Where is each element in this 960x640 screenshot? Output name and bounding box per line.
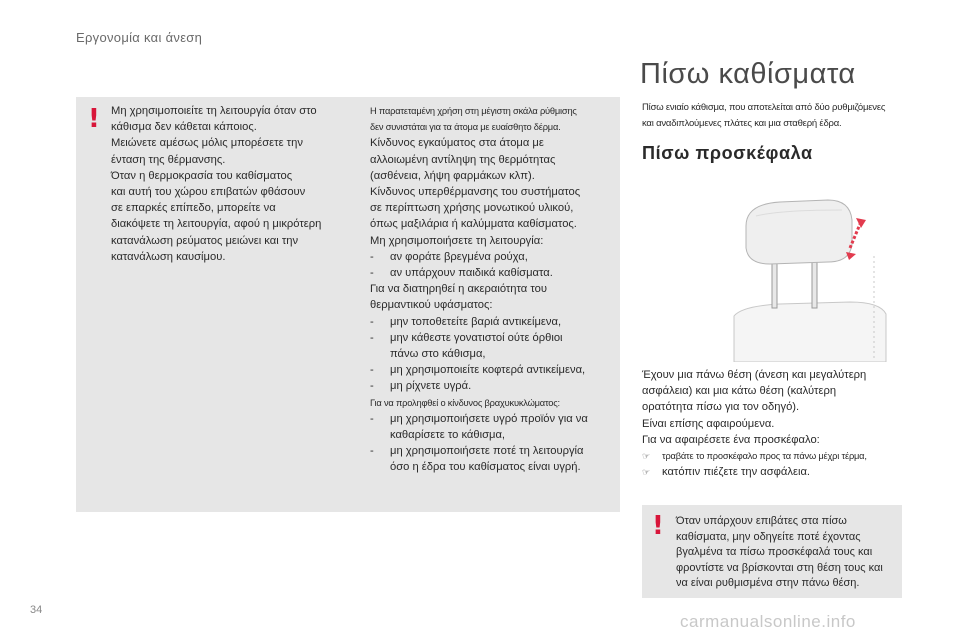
list-item bbox=[642, 448, 922, 464]
list-item bbox=[642, 464, 922, 480]
section-subtitle: Πίσω προσκέφαλα bbox=[642, 143, 813, 163]
list-item bbox=[370, 249, 616, 265]
text-line: Κίνδυνος υπερθέρμανσης του συστήματος bbox=[370, 186, 581, 199]
text-line: αλλοιωμένη αντίληψη της θερμότητας bbox=[370, 153, 556, 166]
text-line: κατανάλωση ρεύματος μειώνει και την bbox=[111, 234, 299, 247]
warning-column-1 bbox=[111, 103, 363, 265]
list-item bbox=[370, 378, 616, 394]
text-line: Η παρατεταμένη χρήση στη μέγιστη σκάλα ρύθμισης bbox=[370, 106, 577, 116]
text-line: ένταση της θέρμανσης. bbox=[111, 153, 226, 166]
list-text: τραβάτε το προσκέφαλο προς τα πάνω μέχρι τέρμα, bbox=[662, 451, 867, 462]
text-line: να είναι ρυθμισμένα στην πάνω θέση. bbox=[676, 577, 860, 590]
dash: - bbox=[370, 267, 374, 280]
warning-text-right bbox=[676, 514, 900, 592]
text-line: καθίσματα, μην οδηγείτε ποτέ έχοντας bbox=[676, 530, 861, 543]
text-line: θερμαντικού υφάσματος: bbox=[370, 299, 493, 312]
list-text: αν υπάρχουν παιδικά καθίσματα. bbox=[390, 267, 553, 280]
text-line: φροντίστε να βρίσκονται στη θέση τους και bbox=[676, 561, 883, 574]
headrest-illustration bbox=[720, 196, 890, 362]
text-line: βγαλμένα τα πίσω προσκέφαλά τους και bbox=[676, 546, 873, 559]
intro-text bbox=[642, 100, 922, 132]
section-title: Εργονομία και άνεση bbox=[76, 30, 203, 45]
text-line: και αυτή του χώρου επιβατών φθάσουν bbox=[111, 186, 306, 199]
dash: - bbox=[370, 331, 374, 344]
text-line: κατανάλωση καυσίμου. bbox=[111, 250, 226, 263]
text-line: όπως μαξιλάρια ή καλύμματα καθίσματος. bbox=[370, 218, 577, 231]
warning-column-2 bbox=[370, 103, 616, 476]
list-text: μη ρίχνετε υγρά. bbox=[390, 380, 472, 393]
dash: - bbox=[370, 412, 374, 425]
text-line: δεν συνιστάται για τα άτομα με ευαίσθητο δέρμα. bbox=[370, 122, 561, 133]
text-line: Κίνδυνος εγκαύματος στα άτομα με bbox=[370, 137, 544, 150]
text-line: Για να διατηρηθεί η ακεραιότητα του bbox=[370, 283, 547, 296]
dash: - bbox=[370, 315, 374, 328]
text-line: κάθισμα δεν κάθεται κάποιος. bbox=[111, 121, 257, 134]
list-text: μην τοποθετείτε βαριά αντικείμενα, bbox=[390, 315, 562, 328]
list-text: κατόπιν πιέζετε την ασφάλεια. bbox=[662, 466, 811, 479]
list-text: μην κάθεστε γονατιστοί ούτε όρθιοι πάνω στο κάθισμα, bbox=[390, 331, 563, 361]
warning-mark-right: ! bbox=[652, 511, 664, 541]
text-line: ορατότητα πίσω για τον οδηγό). bbox=[642, 401, 800, 414]
text-line: Για να αφαιρέσετε ένα προσκέφαλο: bbox=[642, 433, 820, 446]
warning-mark-left: ! bbox=[88, 104, 100, 134]
page-title: Πίσω καθίσματα bbox=[640, 58, 856, 90]
dash: - bbox=[370, 445, 374, 458]
watermark: carmanualsonline.info bbox=[680, 612, 856, 631]
page-number: 34 bbox=[30, 604, 43, 616]
text-line: Έχουν μια πάνω θέση (άνεση και μεγαλύτερη bbox=[642, 369, 867, 381]
text-line: (ασθένεια, λήψη φαρμάκων κλπ). bbox=[370, 169, 535, 182]
list-item bbox=[370, 443, 616, 475]
list-text: αν φοράτε βρεγμένα ρούχα, bbox=[390, 250, 528, 263]
pointing-hand-icon: ☞ bbox=[642, 467, 651, 478]
list-item bbox=[370, 314, 616, 330]
text-line: σε περίπτωση χρήσης μονωτικού υλικού, bbox=[370, 202, 574, 215]
text-line: Όταν η θερμοκρασία του καθίσματος bbox=[111, 169, 293, 182]
text-line: Μη χρησιμοποιείτε τη λειτουργία όταν στο bbox=[111, 105, 317, 117]
text-line: διακόψετε τη λειτουργία, αφού η μικρότερη bbox=[111, 218, 322, 231]
dash: - bbox=[370, 380, 374, 393]
text-line: σε επαρκές επίπεδο, μπορείτε να bbox=[111, 202, 276, 215]
list-item bbox=[370, 362, 616, 378]
text-line: Μειώνετε αμέσως μόλις μπορέσετε την bbox=[111, 137, 303, 150]
text-line: Είναι επίσης αφαιρούμενα. bbox=[642, 417, 775, 430]
list-item bbox=[370, 411, 616, 443]
pointing-hand-icon: ☞ bbox=[642, 451, 651, 462]
text-line: ασφάλεια) και μια κάτω θέση (καλύτερη bbox=[642, 385, 837, 398]
text-line: Για να προληφθεί ο κίνδυνος βραχυκυκλώματος: bbox=[370, 397, 560, 408]
dash: - bbox=[370, 364, 374, 377]
list-item bbox=[370, 330, 616, 362]
text-line: Όταν υπάρχουν επιβάτες στα πίσω bbox=[676, 515, 847, 527]
text-line: Πίσω ενιαίο κάθισμα, που αποτελείται από δύο ρυθμιζόμενες bbox=[642, 102, 886, 113]
headrest-description bbox=[642, 367, 922, 480]
text-line: και αναδιπλούμενες πλάτες και μια σταθερή έδρα. bbox=[642, 118, 842, 129]
text-line: Μη χρησιμοποιήσετε τη λειτουργία: bbox=[370, 234, 544, 247]
list-text: μη χρησιμοποιείτε κοφτερά αντικείμενα, bbox=[390, 364, 586, 377]
dash: - bbox=[370, 250, 374, 263]
list-text: μη χρησιμοποιήσετε υγρό προϊόν για να καθαρίσετε το κάθισμα, bbox=[390, 412, 588, 442]
list-text: μη χρησιμοποιήσετε ποτέ τη λειτουργία όσο η έδρα του καθίσματος είναι υγρή. bbox=[390, 445, 584, 474]
list-item bbox=[370, 265, 616, 281]
